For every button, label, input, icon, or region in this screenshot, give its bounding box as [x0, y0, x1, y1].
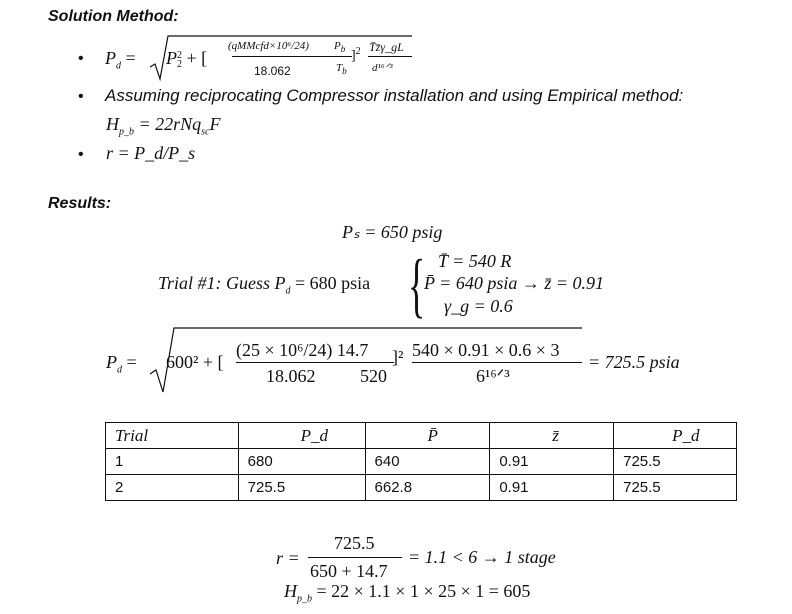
h-eq: $H_{p\_b} = 22 \times 1.1 \times 1 \times 25 \times 1 = 605$	[284, 581, 531, 605]
pd-eq-lhs: $P_d$ =	[106, 352, 137, 376]
hpb-empirical-equation: $H_{p\_b} = 22rNq_{sc}F$	[106, 114, 221, 138]
ps-line: Pₛ = 650 psig	[342, 222, 443, 242]
p2-term: P 2 2 + [	[166, 48, 208, 70]
pd-eq-result: = 725.5 psia	[588, 352, 680, 372]
bullet-dot: •	[78, 50, 84, 67]
pd-eq-num2: 540 × 0.91 × 0.6 × 3	[412, 340, 560, 360]
pd-eq-num1: (25 × 10⁶/24) 14.7	[236, 340, 369, 360]
b1-tb: $T_b$	[336, 62, 347, 77]
pd-eq-power: ]²	[392, 347, 404, 367]
cell-zbar: 0.91	[490, 475, 614, 501]
cell-trial: 1	[106, 449, 239, 475]
header-pd-result: P_d	[614, 423, 737, 449]
cell-pbar: 640	[365, 449, 490, 475]
pd-eq-den1a: 18.062	[266, 366, 316, 386]
results-heading: Results:	[48, 195, 112, 212]
pd-formula-lhs: $P_d$ =	[105, 48, 136, 72]
table-row	[106, 449, 737, 475]
r-eq-lhs: r =	[276, 548, 300, 568]
cell-pbar: 662.8	[365, 475, 490, 501]
pd-eq-bar2	[412, 362, 582, 363]
pd-eq-den1b: 520	[360, 366, 387, 386]
b1-rhs-num: T̄z̄γ_gL	[369, 40, 404, 54]
r-eq-num: 725.5	[334, 533, 375, 553]
bullet-dot: •	[78, 88, 84, 105]
pd-eq-den2: 6¹⁶ᐟ³	[476, 366, 510, 386]
b2-text: Assuming reciprocating Compressor installation and using Empirical method:	[105, 86, 684, 105]
b1-rhs-den: d¹⁶ᐟ³	[372, 62, 393, 74]
trial1-gamma: γ_g = 0.6	[444, 296, 513, 316]
r-eq-bar	[308, 557, 402, 558]
cell-pd-result: 725.5	[614, 449, 737, 475]
table-header-row	[106, 423, 737, 449]
b1-numerator: (qMMcfd×10⁶/24)	[228, 40, 309, 52]
pd-eq-bar1	[236, 362, 394, 363]
header-pbar: P̄	[365, 423, 490, 449]
b1-pb: $P_b$	[334, 40, 346, 55]
cell-pd: 680	[238, 449, 365, 475]
trial1-tbar: T̄ = 540 R	[438, 251, 512, 271]
header-trial: Trial	[106, 423, 239, 449]
b1-power: ]$^2$	[351, 46, 361, 64]
r-eq-den: 650 + 14.7	[310, 561, 388, 581]
cell-pd-result: 725.5	[614, 475, 737, 501]
cell-pd: 725.5	[238, 475, 365, 501]
header-pd: P_d	[238, 423, 365, 449]
r-eq-rhs: = 1.1 < 6 → 1 stage	[408, 547, 556, 567]
pd-eq-inner-start: 600² + [	[166, 352, 224, 372]
header-zbar: z̄	[490, 423, 614, 449]
trial1-label: Trial #1: Guess $P_d = 680$ psia	[158, 273, 371, 297]
r-definition: r = P_d/P_s	[106, 143, 196, 163]
trials-table	[105, 422, 737, 501]
b1-denominator: 18.062	[254, 64, 291, 78]
solution-heading: Solution Method:	[48, 8, 179, 25]
cell-trial: 2	[106, 475, 239, 501]
trial1-brace: {	[408, 245, 426, 325]
bullet-dot: •	[78, 146, 84, 163]
table-row	[106, 475, 737, 501]
trial1-pbar: P̄ = 640 psia → z̄ = 0.91	[424, 273, 604, 293]
cell-zbar: 0.91	[490, 449, 614, 475]
